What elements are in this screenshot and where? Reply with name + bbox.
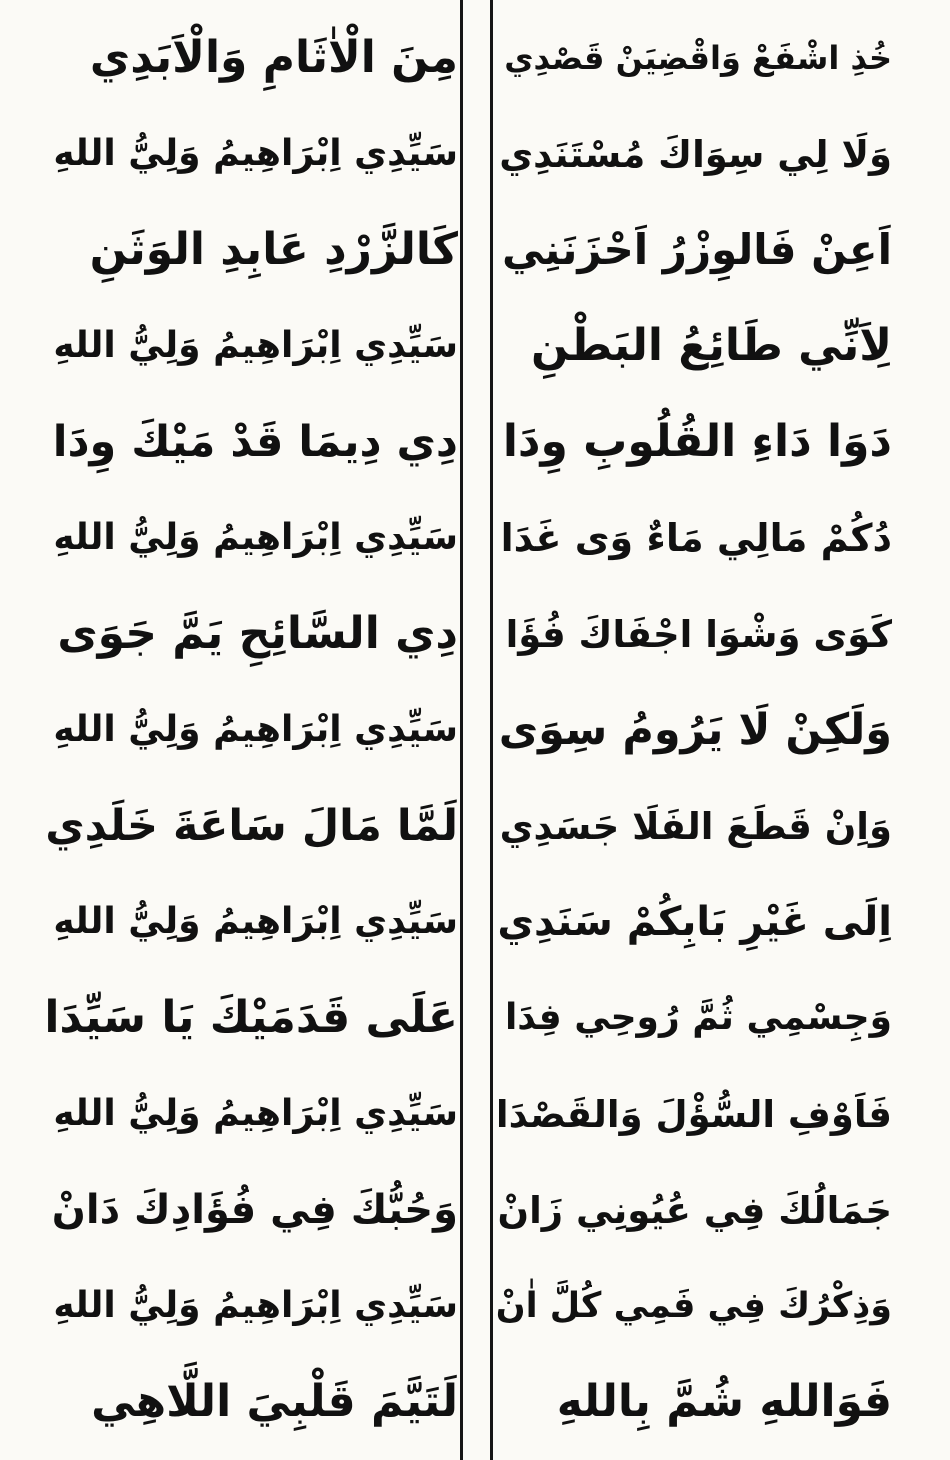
right-verse-line: وَاِنْ قَطَعَ الفَلَا جَسَدِي xyxy=(499,804,892,848)
column-divider-left-rule xyxy=(460,0,463,1460)
right-verse-line: لِاَنِّي طَائِعُ البَطْنِ xyxy=(530,320,892,371)
left-verse-line: دِي السَّائِحِ يَمَّ جَوَى xyxy=(57,608,458,659)
column-divider-right-rule xyxy=(490,0,493,1460)
right-verse-column xyxy=(496,10,896,1450)
right-verse-line: دَوَا دَاءِ القُلُوبِ وِدَا xyxy=(502,416,892,467)
right-verse-line: فَاَوْفِ السُّؤْلَ وَالقَصْدَا xyxy=(496,1092,892,1136)
right-verse-line: جَمَالُكَ فِي عُيُونِي زَانْ xyxy=(497,1188,892,1232)
right-verse-line: وَذِكْرُكَ فِي فَمِي كُلَّ اٰنْ xyxy=(496,1285,892,1326)
right-verse-line: كَوَى وَشْوَا اجْفَاكَ فُؤَا xyxy=(505,612,892,656)
left-verse-line: لَتَيَّمَ قَلْبِيَ اللَّاهِي xyxy=(91,1376,458,1427)
right-verse-line: اِلَى غَيْرِ بَابِكُمْ سَنَدِي xyxy=(497,899,892,945)
right-verse-line: اَعِنْ فَالوِزْرُ اَحْزَنَنِي xyxy=(501,225,892,274)
right-verse-line: وَلَا لِي سِوَاكَ مُسْتَنَدِي xyxy=(499,132,892,176)
left-verse-column xyxy=(44,10,460,1450)
left-verse-line: كَالزَّرْدِ عَابِدِ الوَثَنِ xyxy=(89,224,458,275)
refrain-line: سَيِّدِي اِبْرَاهِيمُ وَلِيُّ اللهِ xyxy=(53,325,458,366)
refrain-line: سَيِّدِي اِبْرَاهِيمُ وَلِيُّ اللهِ xyxy=(53,901,458,942)
left-verse-line: وَحُبُّكَ فِي فُؤَادِكَ دَانْ xyxy=(51,1187,458,1233)
left-verse-line: عَلَى قَدَمَيْكَ يَا سَيِّدَا xyxy=(44,992,458,1043)
refrain-line: سَيِّدِي اِبْرَاهِيمُ وَلِيُّ اللهِ xyxy=(53,517,458,558)
refrain-line: سَيِّدِي اِبْرَاهِيمُ وَلِيُّ اللهِ xyxy=(53,133,458,174)
right-verse-line: دُكُمْ مَالِي مَاءٌ وَى غَدَا xyxy=(500,516,892,560)
refrain-line: سَيِّدِي اِبْرَاهِيمُ وَلِيُّ اللهِ xyxy=(53,709,458,750)
left-verse-line: مِنَ الْاٰثَامِ وَالْاَبَدِي xyxy=(89,32,458,83)
refrain-line: سَيِّدِي اِبْرَاهِيمُ وَلِيُّ اللهِ xyxy=(53,1285,458,1326)
right-verse-line: وَجِسْمِي ثُمَّ رُوحِي فِدَا xyxy=(504,997,892,1038)
refrain-line: سَيِّدِي اِبْرَاهِيمُ وَلِيُّ اللهِ xyxy=(53,1093,458,1134)
left-verse-line: دِي دِيمَا قَدْ مَيْكَ وِدَا xyxy=(52,416,458,467)
right-verse-line: وَلَكِنْ لَا يَرُومُ سِوَى xyxy=(498,704,892,755)
right-verse-line: فَوَاللهِ شُمَّ بِاللهِ xyxy=(556,1376,892,1427)
left-verse-line: لَمَّا مَالَ سَاعَةَ خَلَدِي xyxy=(45,800,458,851)
right-verse-line: خُذِ اشْفَعْ وَاقْضِيَنْ قَصْدِي xyxy=(504,39,892,77)
